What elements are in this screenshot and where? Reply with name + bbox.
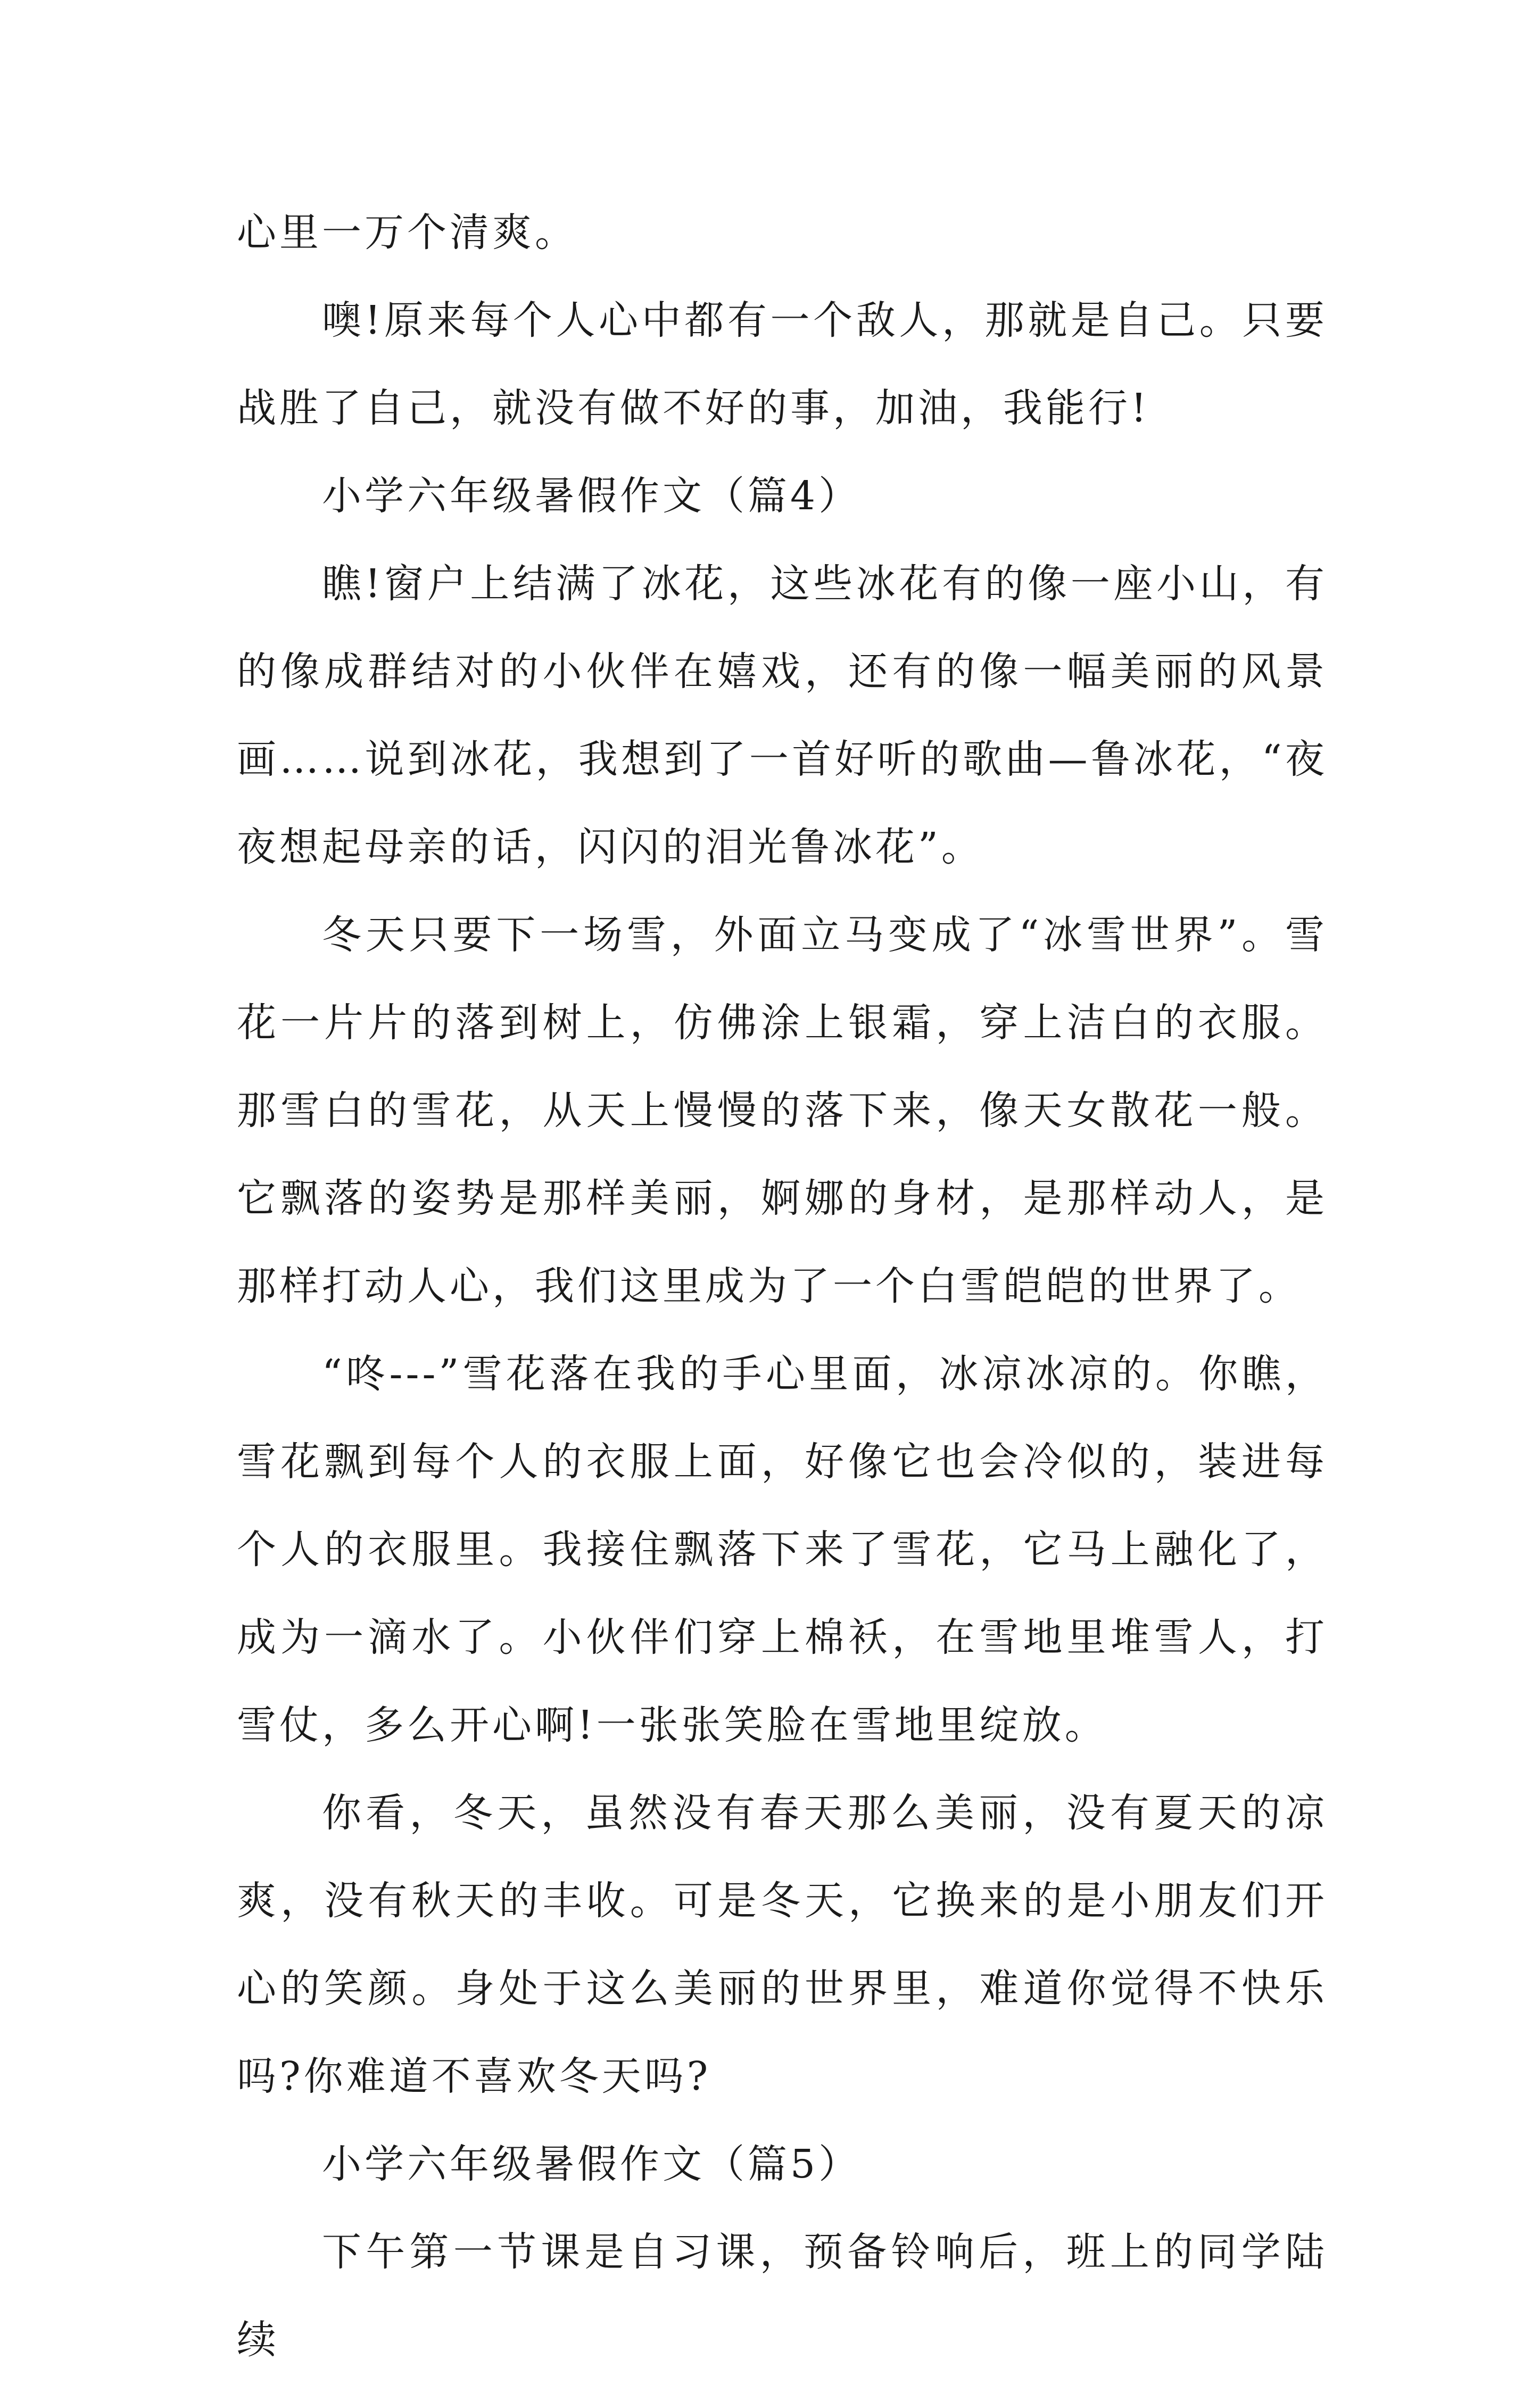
essay-heading-4: 小学六年级暑假作文（篇4）: [322, 473, 862, 519]
essay-heading-5: 小学六年级暑假作文（篇5）: [322, 2141, 862, 2187]
paragraph-ice-flowers: 瞧!窗户上结满了冰花，这些冰花有的像一座小山，有的像成群结对的小伙伴在嬉戏，还有的像一幅美丽的风景画……说到冰花，我想到了一首好听的歌曲—鲁冰花，“夜夜想起母亲的话，闪闪的泪光鲁冰花”。: [237, 561, 1328, 870]
paragraph-snowflake-hand: “咚---”雪花落在我的手心里面，冰凉冰凉的。你瞧，雪花飘到每个人的衣服上面，好像它也会冷似的，装进每个人的衣服里。我接住飘落下来了雪花，它马上融化了，成为一滴水了。小伙伴们穿上棉袄，在雪地里堆雪人，打雪仗，多么开心啊!一张张笑脸在雪地里绽放。: [237, 1351, 1328, 1748]
paragraph-self-study: 下午第一节课是自习课，预备铃响后，班上的同学陆续: [237, 2229, 1328, 2363]
paragraph-snow-world: 冬天只要下一场雪，外面立马变成了“冰雪世界”。雪花一片片的落到树上，仿佛涂上银霜，穿上洁白的衣服。那雪白的雪花，从天上慢慢的落下来，像天女散花一般。它飘落的姿势是那样美丽，婀娜的身材，是那样动人，是那样打动人心，我们这里成为了一个白雪皑皑的世界了。: [237, 912, 1328, 1309]
paragraph-winter-summary: 你看，冬天，虽然没有春天那么美丽，没有夏天的凉爽，没有秋天的丰收。可是冬天，它换来的是小朋友们开心的笑颜。身处于这么美丽的世界里，难道你觉得不快乐吗?你难道不喜欢冬天吗?: [237, 1790, 1328, 2099]
paragraph-continuation: 心里一万个清爽。: [237, 210, 577, 255]
paragraph-conclusion: 噢!原来每个人心中都有一个敌人，那就是自己。只要战胜了自己，就没有做不好的事，加油，我能行!: [237, 297, 1328, 431]
document-body: [237, 189, 1328, 2384]
